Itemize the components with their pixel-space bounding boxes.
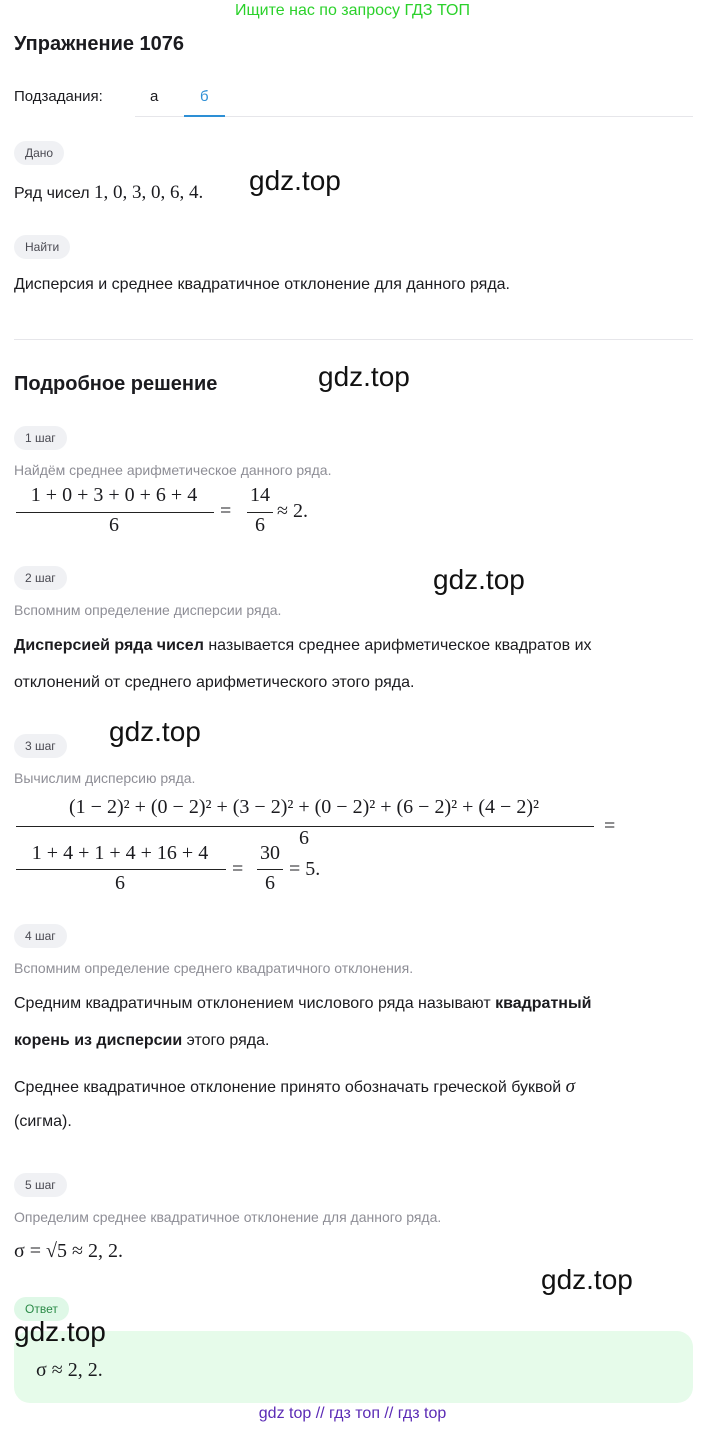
step-2-pill: 2 шаг [14,566,67,590]
step-1-frac-bar [16,512,214,513]
step-4-bold-1: квадратный [495,995,592,1012]
step-3-denominator-b: 6 [115,872,125,894]
answer-value: σ ≈ 2, 2. [36,1359,103,1381]
step-3-numerator-b: 1 + 4 + 1 + 4 + 16 + 4 [31,842,209,864]
given-numbers: 1, 0, 3, 0, 6, 4. [94,182,204,203]
step-2-bold-term: Дисперсией ряда чисел [14,637,204,654]
step-4-sigma: σ [565,1076,575,1097]
footer-links[interactable]: gdz top // гдз топ // гдз top [258,1405,447,1422]
step-2-text: называется среднее арифметическое квадратов их [203,637,592,654]
step-4-line-1 [14,995,591,1013]
step-3-numerator-c: 30 [260,842,280,864]
watermark: gdz.top [14,1316,106,1347]
step-3-eq-b: = [232,858,244,880]
step-3-pill: 3 шаг [14,734,67,758]
step-4-line-2 [14,1032,269,1050]
find-text: Дисперсия и среднее квадратичное отклонение для данного ряда. [14,276,510,293]
step-1-pill: 1 шаг [14,426,67,450]
step-3-numerator: (1 − 2)² + (0 − 2)² + (3 − 2)² + (0 − 2)² + (6 − 2)² + (4 − 2)² [69,796,539,818]
step-3-denominator-c: 6 [265,872,275,894]
given-text [14,182,203,204]
step-2-line-1 [14,637,592,655]
step-4-text-2: этого ряда. [182,1032,270,1049]
step-3-tail: = 5. [289,858,321,880]
step-1-num2: 14 [250,484,270,506]
step-4-bold-2: корень из дисперсии [14,1032,183,1049]
step-1-eq: = [220,500,232,522]
step-1-denominator: 6 [109,514,119,536]
step-4-line-3 [14,1076,575,1098]
watermark: gdz.top [109,716,201,747]
step-5-note: Определим среднее квадратичное отклонение для данного ряда. [14,1209,442,1225]
step-1-tail: ≈ 2. [277,500,308,522]
step-1-frac-bar-2 [247,512,273,513]
promo-banner: Ищите нас по запросу ГДЗ ТОП [235,2,470,19]
step-2-note: Вспомним определение дисперсии ряда. [14,602,282,618]
step-1-numerator: 1 + 0 + 3 + 0 + 6 + 4 [30,484,198,506]
given-label: Ряд чисел [14,185,90,202]
solution-title: Подробное решение [14,373,218,395]
step-4-pill: 4 шаг [14,924,67,948]
answer-pill: Ответ [14,1297,69,1321]
subtasks-label: Подзадания: [14,88,103,105]
step-4-text-1: Средним квадратичным отклонением числового ряда называют [14,995,496,1012]
step-1-note: Найдём среднее арифметическое данного ряда. [14,462,332,478]
step-3-frac-bar-c [257,869,283,870]
step-5-formula: σ = √5 ≈ 2, 2. [14,1240,124,1262]
watermark: gdz.top [318,361,410,392]
page-title: Упражнение 1076 [14,33,185,55]
step-3-denominator: 6 [299,827,309,849]
step-3-note: Вычислим дисперсию ряда. [14,770,196,786]
tab-a[interactable]: а [150,88,159,105]
answer-box [14,1331,693,1403]
step-4-line-4: (сигма). [14,1113,72,1130]
watermark: gdz.top [433,564,525,595]
find-pill: Найти [14,235,70,259]
step-5-pill: 5 шаг [14,1173,67,1197]
watermark: gdz.top [541,1264,633,1295]
step-2-line-2: отклонений от среднего арифметического этого ряда. [14,674,415,691]
watermark: gdz.top [249,165,341,196]
step-1-den2: 6 [255,514,265,536]
step-3-eq: = [604,815,616,837]
step-4-text-3: Среднее квадратичное отклонение принято обозначать греческой буквой [14,1079,562,1096]
active-tab-underline [184,115,225,117]
tab-b[interactable]: б [200,88,209,105]
section-divider [14,339,693,340]
given-pill: Дано [14,141,64,165]
step-3-frac-bar-b [16,869,226,870]
step-4-note: Вспомним определение среднего квадратичного отклонения. [14,960,414,976]
